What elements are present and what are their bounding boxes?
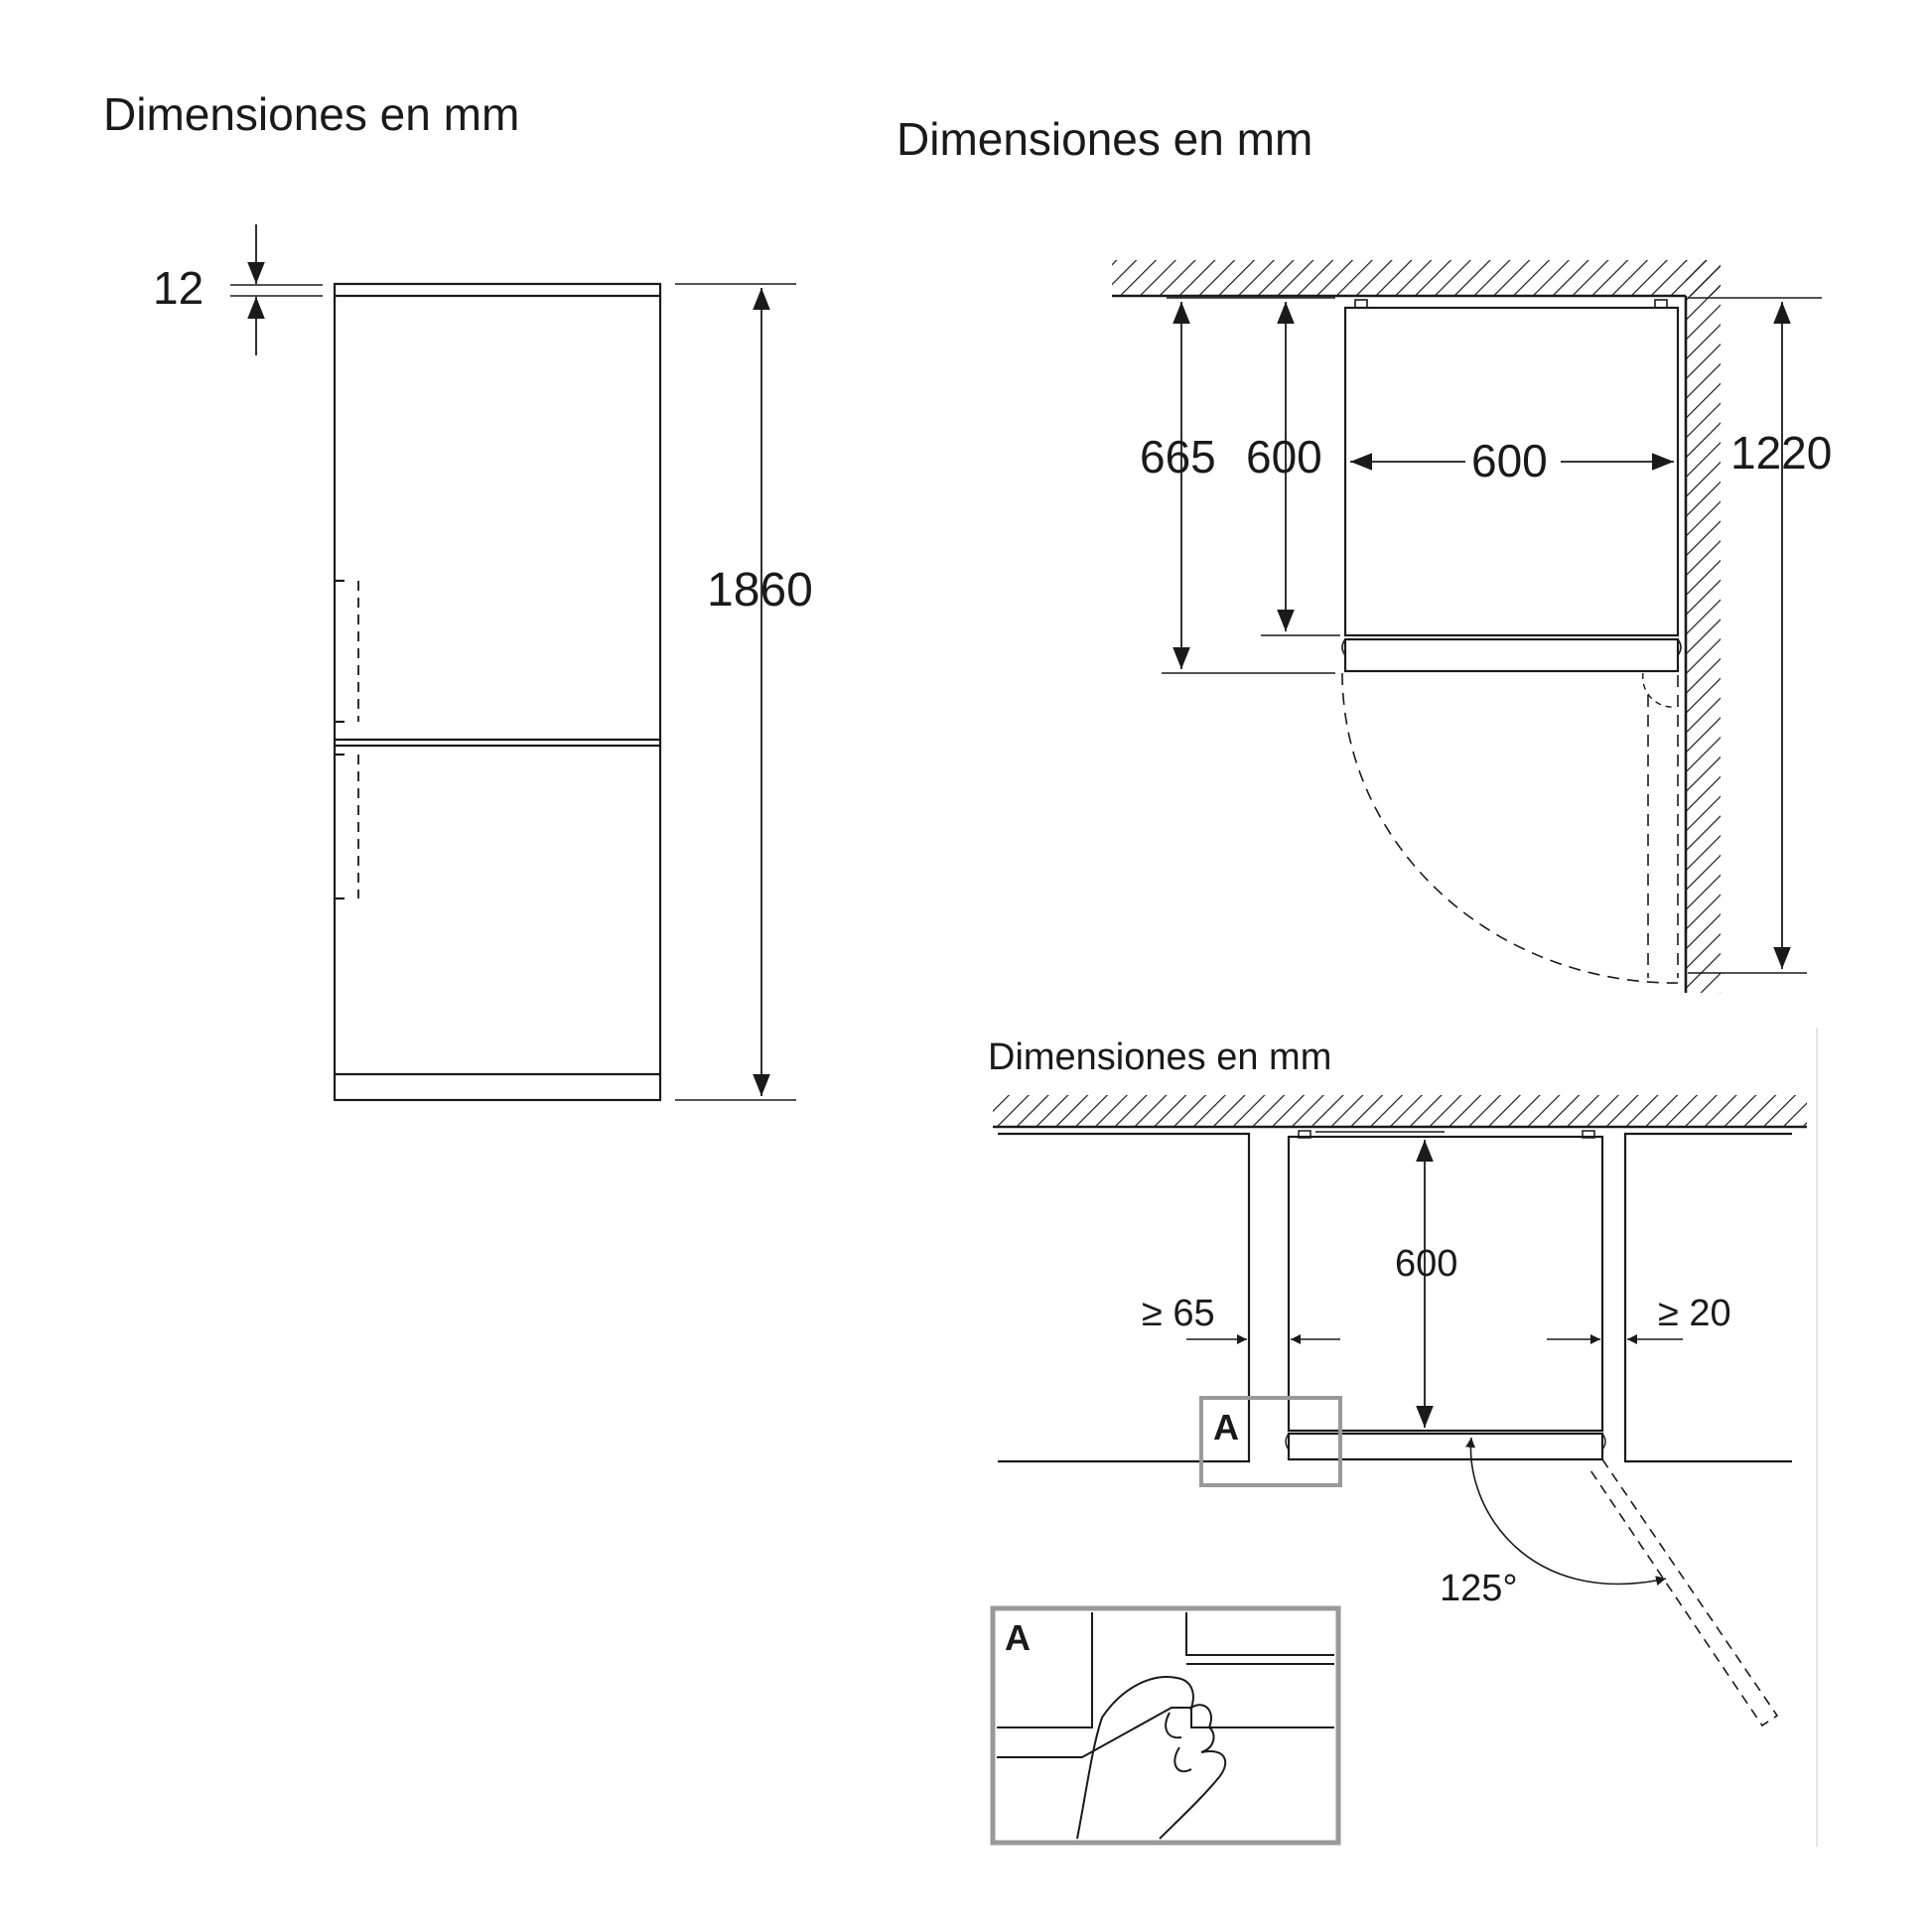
niche-fridge-door — [1289, 1434, 1602, 1459]
open-door-outline — [1588, 1459, 1777, 1725]
hand-icon — [1077, 1677, 1225, 1839]
dim-right-clearance: ≥ 20 — [1658, 1293, 1731, 1334]
fridge-outline — [335, 284, 660, 1100]
side-wall-hatch — [1686, 260, 1721, 993]
top-fridge-door — [1345, 639, 1678, 671]
back-wall-hatch — [1112, 260, 1721, 296]
front-view — [230, 224, 796, 1100]
inset-a — [993, 1608, 1338, 1843]
inset-label: A — [1005, 1617, 1031, 1658]
dim-niche-depth: 600 — [1395, 1243, 1458, 1285]
dim-top-gap: 12 — [153, 262, 205, 314]
dim-depth-body: 600 — [1246, 431, 1322, 483]
door-swing-arc — [1342, 673, 1678, 983]
top-view — [1112, 260, 1822, 993]
front-view-title: Dimensiones en mm — [103, 88, 520, 140]
niche-view — [993, 1095, 1807, 1725]
dim-left-clearance: ≥ 65 — [1142, 1293, 1215, 1334]
niche-wall-hatch — [993, 1095, 1807, 1127]
dim-width: 600 — [1471, 435, 1548, 486]
dim-door-open-depth: 1220 — [1730, 427, 1833, 479]
dim-height: 1860 — [707, 564, 813, 617]
dim-angle: 125° — [1440, 1568, 1518, 1609]
top-view-title: Dimensiones en mm — [897, 113, 1313, 165]
dim-depth-total: 665 — [1140, 431, 1216, 483]
niche-view-title: Dimensiones en mm — [988, 1036, 1332, 1078]
detail-a-label: A — [1213, 1407, 1239, 1448]
